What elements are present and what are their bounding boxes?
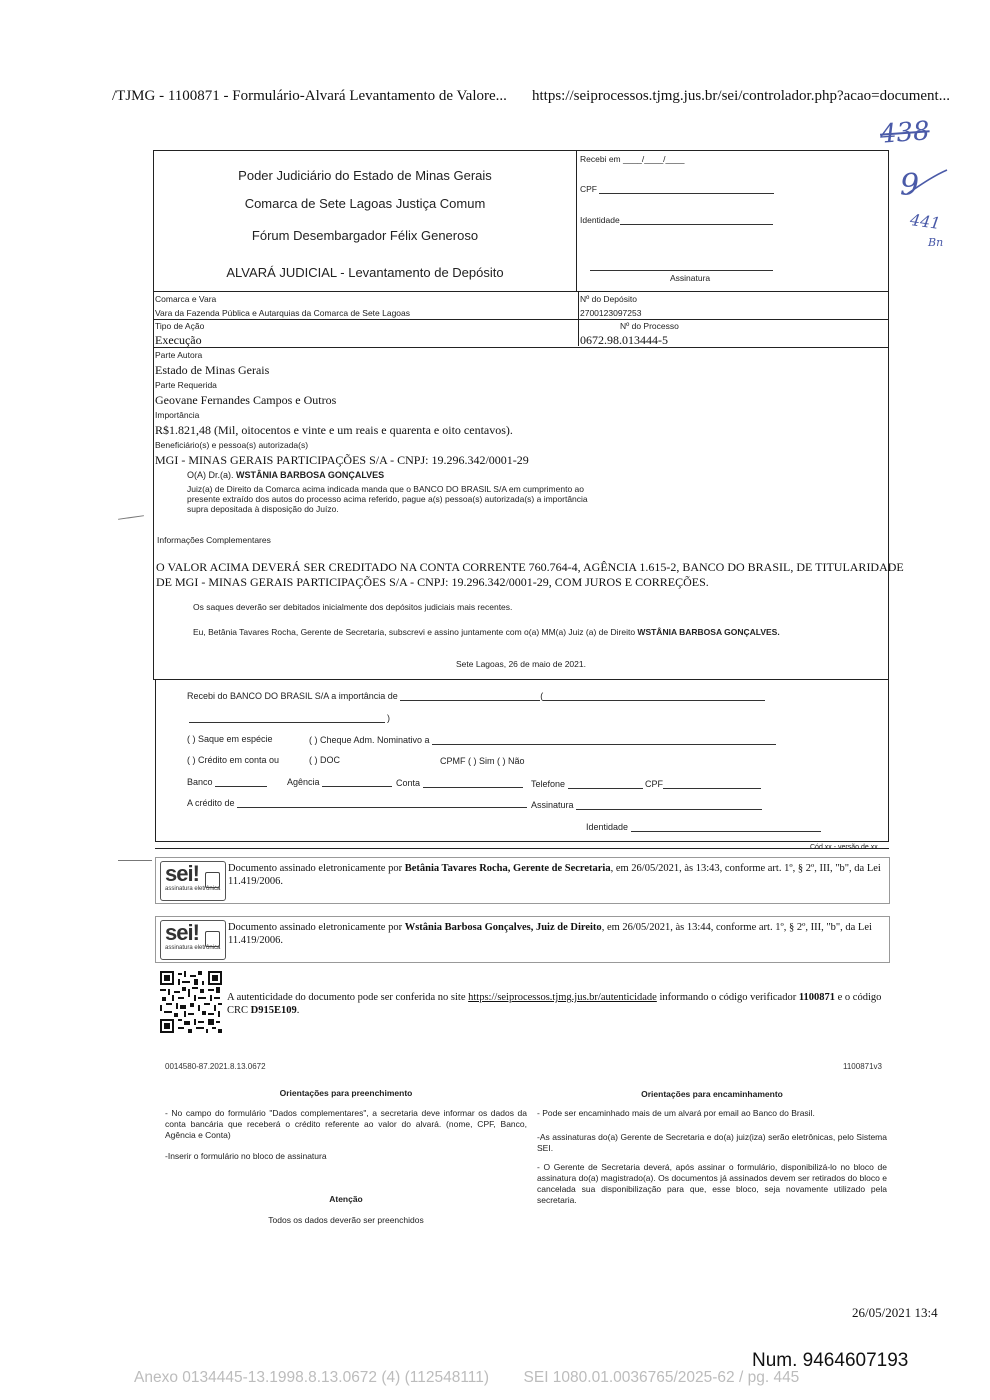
receipt-section: Recebi do BANCO DO BRASIL S/A a importância de ( ) ( ) Saque em espécie ( ) Cheque Adm. Nominativo a ( ) Crédito em conta ou ( ) DOC CPMF ( ) Sim ( ) Não Banco Agência Conta Telefone CPF A crédito de Assinatura Identidade (155, 680, 889, 842)
orientations-fill-title: Orientações para preenchimento (279, 1088, 413, 1098)
num-id: Num. 9464607193 (752, 1350, 909, 1371)
parte-requerida-value: Geovane Fernandes Campos e Outros (155, 393, 337, 407)
telefone-field: Telefone (531, 779, 643, 789)
cpf-field: CPF (645, 779, 761, 789)
handwritten-stroke (905, 168, 950, 198)
importancia-value: R$1.821,48 (Mil, oitocentos e vinte e um reais e quarenta e oito centavos). (155, 423, 513, 437)
info-label: Informações Complementares (157, 535, 271, 545)
handwritten-side-note: 441 (908, 209, 942, 234)
lock-icon (205, 872, 220, 888)
handwritten-page-number: 438 (879, 116, 931, 150)
signature-text-2: Documento assinado eletronicamente por Wstânia Barbosa Gonçalves, Juiz de Direito, em 26/05/2021, às 13:44, conforme art. 1º, § 2º, III, "b", da Lei 11.419/2006. (228, 922, 872, 946)
scan-mark (118, 515, 144, 520)
court-line-1: Poder Judiciário do Estado de Minas Gerais (238, 168, 492, 183)
authenticity-text: A autenticidade do documento pode ser conferida no site https://seiprocessos.tjmg.jus.br/autenticidade informando o código verificador 1100871 e o código CRC D915E109. (227, 992, 882, 1016)
handwritten-mark: 9 (900, 168, 920, 203)
print-date: 26/05/2021 13:4 (852, 1305, 938, 1320)
handwritten-initials: Bn (928, 236, 944, 249)
sei-signature-logo: sei! assinatura eletrônica (160, 920, 226, 960)
parte-autora-label: Parte Autora (155, 350, 203, 360)
authenticity-link[interactable]: https://seiprocessos.tjmg.jus.br/autenticidade (468, 992, 657, 1003)
processo-value: 0672.98.013444-5 (580, 333, 668, 347)
cpmf-options[interactable]: CPMF ( ) Sim ( ) Não (440, 756, 525, 766)
identidade-field: Identidade (586, 822, 821, 832)
importancia-label: Importância (155, 410, 200, 420)
signature-block-2 (155, 916, 890, 963)
tipo-acao-label: Tipo de Ação (155, 321, 205, 331)
qr-code-icon (160, 971, 222, 1033)
sei-signature-logo: sei! assinatura eletrônica (160, 861, 226, 901)
process-id: 0014580-87.2021.8.13.0672 (165, 1062, 266, 1071)
print-header-title: /TJMG - 1100871 - Formulário-Alvará Levantamento de Valore... (112, 88, 507, 104)
juiz-line: O(A) Dr.(a). WSTÂNIA BARBOSA GONÇALVES (187, 470, 385, 480)
signature-text-1: Documento assinado eletronicamente por Betânia Tavares Rocha, Gerente de Secretaria, em 26/05/2021, às 13:43, conforme art. 1º, § 2º, III, "b", da Lei 11.419/2006. (228, 863, 881, 887)
beneficiario-label: Beneficiário(s) e pessoa(s) autorizada(s) (155, 440, 309, 450)
scan-mark (118, 860, 152, 861)
agencia-field: Agência (287, 777, 392, 787)
print-header-url: https://seiprocessos.tjmg.jus.br/sei/controlador.php?acao=document... (532, 88, 950, 104)
order-text-1: Juiz(a) de Direito da Comarca acima indicada manda que o BANCO DO BRASIL S/A em cumprimento ao (187, 484, 584, 494)
info-value-2: DE MGI - MINAS GERAIS PARTICIPAÇÕES S/A - CNPJ: 19.296.342/0001-29, COM JUROS E CORREÇÕES. (156, 575, 709, 589)
identidade-label: Identidade (580, 215, 773, 225)
saque-option[interactable]: ( ) Saque em espécie (187, 734, 273, 744)
a-credito-field: A crédito de (187, 798, 527, 808)
attention-text: Todos os dados deverão ser preenchidos (268, 1215, 424, 1225)
assinatura-label: Assinatura (670, 273, 711, 283)
parte-requerida-label: Parte Requerida (155, 380, 217, 390)
orientations-forward-p2: -As assinaturas do(a) Gerente de Secretaria e do(a) juiz(iza) serão eletrônicas, pelo Sistema SEI. (537, 1132, 887, 1153)
processo-label: Nº do Processo (620, 321, 679, 331)
info-value-1: O VALOR ACIMA DEVERÁ SER CREDITADO NA CONTA CORRENTE 760.764-4, AGÊNCIA 1.615-2, BANCO DO BRASIL, DE TITULARIDADE (156, 560, 904, 574)
date-line: Sete Lagoas, 26 de maio de 2021. (456, 659, 586, 669)
recebi-banco-line: Recebi do BANCO DO BRASIL S/A a importância de ( (187, 691, 765, 701)
recebi-em-label: Recebi em ____/____/____ (580, 154, 685, 164)
cheque-option[interactable]: ( ) Cheque Adm. Nominativo a (309, 735, 776, 745)
orientations-forward-p1: - Pode ser encaminhado mais de um alvará por email ao Banco do Brasil. (537, 1108, 815, 1118)
court-line-2: Comarca de Sete Lagoas Justiça Comum (244, 196, 486, 211)
saques-note: Os saques deverão ser debitados inicialmente dos depósitos judiciais mais recentes. (193, 602, 513, 612)
tipo-acao-value: Execução (155, 333, 202, 347)
lock-icon (205, 931, 220, 947)
assinatura-line (590, 270, 773, 271)
document-version: 1100871v3 (843, 1062, 882, 1071)
attention-title: Atenção (329, 1194, 363, 1204)
deposito-value: 2700123097253 (580, 308, 642, 318)
orientations-forward-title: Orientações para encaminhamento (641, 1089, 783, 1099)
order-text-2: presente extraído dos autos do processo acima referido, pague a(s) pessoa(s) autorizada(s) a importância (187, 494, 588, 504)
court-line-3: Fórum Desembargador Félix Generoso (251, 228, 479, 243)
beneficiario-value: MGI - MINAS GERAIS PARTICIPAÇÕES S/A - CNPJ: 19.296.342/0001-29 (155, 453, 529, 467)
form-title: ALVARÁ JUDICIAL - Levantamento de Depósito (226, 265, 504, 280)
conta-field: Conta (396, 778, 523, 788)
credito-option[interactable]: ( ) Crédito em conta ou (187, 755, 280, 765)
annex-watermark: Anexo 0134445-13.1998.8.13.0672 (4) (112548111) SEI 1080.01.0036765/2025-62 / pg. 445 (134, 1369, 800, 1386)
deposito-label: Nº do Depósito (580, 294, 637, 304)
cpf-label: CPF (580, 184, 774, 194)
orientations-fill-p2: -Inserir o formulário no bloco de assinatura (165, 1151, 327, 1161)
doc-option[interactable]: ( ) DOC (309, 755, 340, 765)
assinatura-field: Assinatura (531, 800, 762, 810)
parte-autora-value: Estado de Minas Gerais (155, 363, 270, 377)
orientations-fill-p1: - No campo do formulário "Dados complementares", a secretaria deve informar os dados da conta bancária que receberá o crédito referente ao valor do alvará. (nome, CPF, Banco, Agência e Conta) (165, 1108, 527, 1140)
comarca-label: Comarca e Vara (155, 294, 217, 304)
comarca-value: Vara da Fazenda Pública e Autarquias da Comarca de Sete Lagoas (155, 308, 411, 318)
subscrevi-line: Eu, Betânia Tavares Rocha, Gerente de Secretaria, subscrevi e assino juntamente com o(a) MM(a) Juiz (a) de Direito WSTÂNIA BARBOSA GONÇALVES. (193, 627, 780, 637)
order-text-3: supra depositada à disposição do Juízo. (187, 504, 339, 514)
cod-version: Cód.xx - versão de xx (810, 844, 878, 851)
alvara-form (153, 150, 904, 680)
signature-block-1 (155, 857, 890, 904)
banco-field: Banco (187, 777, 267, 787)
orientations-forward-p3: - O Gerente de Secretaria deverá, após assinar o formulário, disponibilizá-lo no bloco de assinatura do(a) magistrado(a). Os documentos já assinados devem ser retirados do bloco e cancelada sua disponibilização para que, esse bloco, seja novamente utilizado pela secretaria. (537, 1162, 887, 1205)
